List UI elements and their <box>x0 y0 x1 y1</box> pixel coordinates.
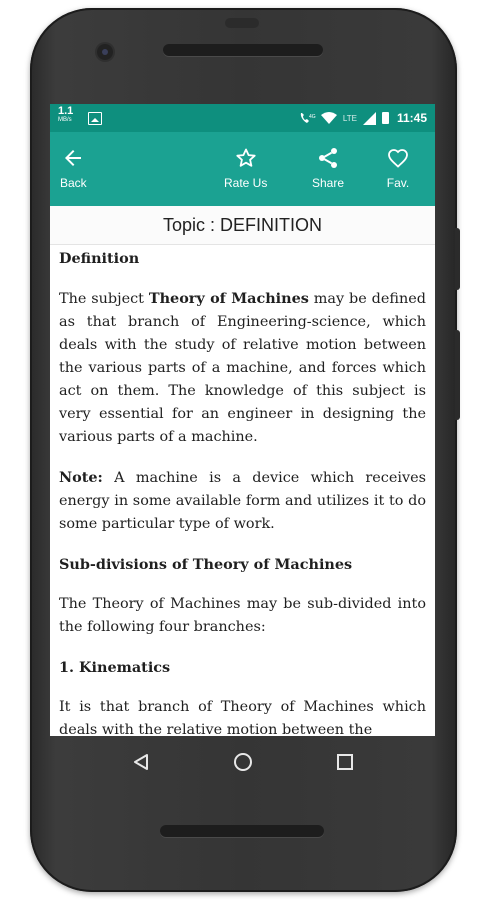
recents-nav-icon[interactable] <box>336 753 354 771</box>
rate-us-button[interactable] <box>224 146 267 190</box>
paragraph-kinematics: It is that branch of Theory of Machines which deals with the relative motion between the <box>59 699 426 738</box>
rate-us-label: Rate Us <box>224 176 268 190</box>
heart-icon <box>386 146 410 170</box>
top-speaker <box>163 44 323 56</box>
svg-text:4G: 4G <box>308 114 316 120</box>
star-icon <box>234 146 258 170</box>
navigation-bar <box>50 736 435 788</box>
share-button[interactable] <box>312 146 344 190</box>
arrow-back-icon <box>61 146 85 170</box>
front-camera <box>97 44 113 60</box>
earpiece <box>225 18 259 28</box>
article-content <box>50 245 435 742</box>
back-button[interactable] <box>60 146 87 190</box>
back-label: Back <box>60 176 87 190</box>
lte-label: LTE <box>342 113 357 123</box>
status-bar <box>50 104 435 132</box>
heading-definition: Definition <box>59 250 140 267</box>
favorite-button[interactable] <box>386 146 410 190</box>
heading-subdivisions: Sub-divisions of Theory of Machines <box>59 556 353 573</box>
topic-title: Topic : DEFINITION <box>50 206 435 245</box>
home-nav-icon[interactable] <box>233 752 253 772</box>
share-label: Share <box>312 176 345 190</box>
power-button <box>455 330 460 420</box>
battery-icon <box>382 112 389 124</box>
call-4g-icon <box>299 112 315 124</box>
bottom-speaker <box>160 825 324 837</box>
favorite-label: Fav. <box>386 176 410 190</box>
app-toolbar <box>50 132 435 206</box>
wifi-icon <box>321 112 337 124</box>
share-icon <box>316 146 340 170</box>
paragraph-definition: The subject Theory of Machines may be defined as that branch of Engineering-science, which deals with the study of relative motion between the various parts of a machine, and forces which act on them. The knowledge of this subject is very essential for an engineer in designing the various parts of a machine. <box>59 290 426 445</box>
image-notification-icon <box>88 112 102 125</box>
network-speed: 1.1 MB/s <box>58 105 74 123</box>
clock: 11:45 <box>396 111 427 125</box>
signal-icon <box>363 112 376 125</box>
back-nav-icon[interactable] <box>131 752 151 772</box>
status-icons <box>299 111 427 125</box>
paragraph-subdivisions: The Theory of Machines may be sub-divided into the following four branches: <box>59 596 426 635</box>
screen <box>50 104 435 736</box>
volume-button <box>455 228 460 290</box>
heading-kinematics: 1. Kinematics <box>59 659 171 676</box>
paragraph-note: Note: A machine is a device which receives energy in some available form and utilizes it to do some particular type of work. <box>59 469 426 532</box>
